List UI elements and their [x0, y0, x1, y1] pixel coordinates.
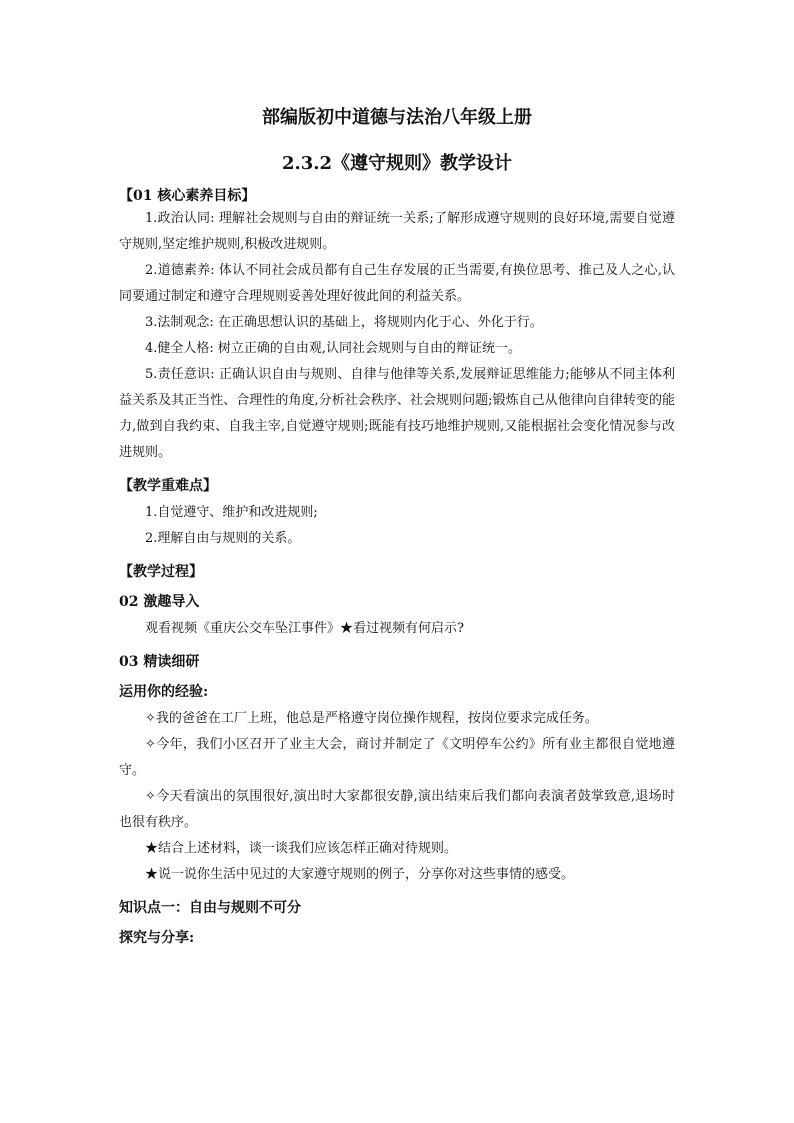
goal-item: 4.健全人格: 树立正确的自由观,认同社会规则与自由的辩证统一。 [145, 341, 522, 356]
experience-heading: 运用你的经验: [119, 684, 209, 700]
goals-heading: 【01 核心素养目标】 [119, 188, 256, 204]
goal-item: 5.责任意识: 正确认识自由与规则、自律与他律等关系,发展辩证思维能力;能够从不同主体利益关系及其正当性、合理性的角度,分析社会秩序、社会规则问题;锻炼自己从他律向自律转变的能力,做到自我约束、自我主宰,自觉遵守规则;既能有技巧地维护规则,又能根据社会变化情况参与改进规则。 [119, 367, 675, 460]
goal-item: 1.政治认同: 理解社会规则与自由的辩证统一关系;了解形成遵守规则的良好环境,需要自觉遵守规则,坚定维护规则,积极改进规则。 [119, 211, 675, 252]
experience-item: ★说一说你生活中见过的大家遵守规则的例子，分享你对这些事情的感受。 [145, 867, 575, 882]
goal-item: 3.法制观念: 在正确思想认识的基础上，将规则内化于心、外化于行。 [145, 315, 543, 330]
difficulties-list [119, 500, 675, 552]
study-heading: 03 精读细研 [119, 654, 200, 670]
explore-heading: 探究与分享: [119, 930, 195, 946]
document-body [119, 98, 675, 952]
knowledge-heading: 知识点一：自由与规则不可分 [119, 900, 301, 916]
goal-item: 2.道德素养: 体认不同社会成员都有自己生存发展的正当需要,有换位思考、推己及人之心,认同要通过制定和遵守合理规则妥善处理好彼此间的利益关系。 [119, 263, 675, 304]
experience-list [119, 706, 675, 888]
intro-text: 观看视频《重庆公交车坠江事件》★看过视频有何启示? [145, 621, 464, 636]
intro-heading: 02 激趣导入 [119, 594, 200, 610]
experience-item: ✧今天看演出的氛围很好,演出时大家都很安静,演出结束后我们都向表演者鼓掌致意,退场时也很有秩序。 [119, 789, 675, 830]
process-heading: 【教学过程】 [119, 564, 203, 580]
document-title: 部编版初中道德与法治八年级上册 [262, 107, 532, 128]
experience-item: ✧今年，我们小区召开了业主大会，商讨并制定了《文明停车公约》所有业主都很自觉地遵守。 [119, 737, 675, 778]
experience-item: ✧我的爸爸在工厂上班，他总是严格遵守岗位操作规程，按岗位要求完成任务。 [145, 711, 598, 726]
difficulty-item: 1.自觉遵守、维护和改进规则; [145, 505, 318, 520]
difficulty-item: 2.理解自由与规则的关系。 [145, 531, 301, 546]
experience-item: ★结合上述材料，谈一谈我们应该怎样正确对待规则。 [145, 841, 458, 856]
goals-list [119, 206, 675, 466]
difficulties-heading: 【教学重难点】 [119, 478, 217, 494]
document-subtitle: 2.3.2《遵守规则》教学设计 [281, 153, 513, 174]
